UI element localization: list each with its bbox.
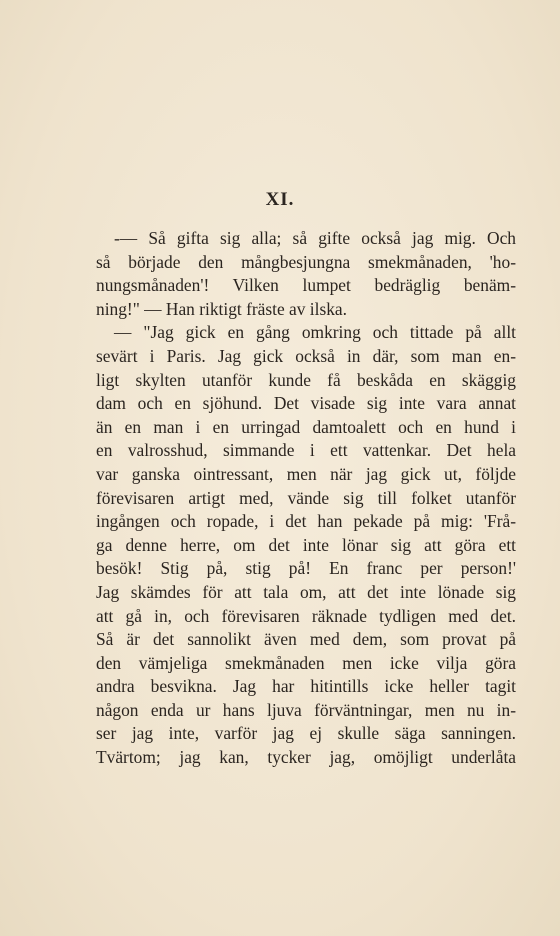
text-line: andra besvikna. Jag har hitintills icke heller tagit	[96, 676, 516, 697]
text-line: den vämjeliga smekmånaden men icke vilja göra	[96, 652, 516, 673]
text-line: -— Så gifta sig alla; så gifte också jag mig. Och	[114, 228, 516, 248]
text-line: dam och en sjöhund. Det visade sig inte vara annat	[96, 393, 516, 414]
text-line: ligt skylten utanför kunde få beskåda en skäggig	[96, 369, 516, 390]
text-line: än en man i en urringad damtoalett och en hund i	[96, 416, 516, 437]
chapter-heading: XI.	[265, 189, 295, 210]
text-line: ning!" — Han riktigt fräste av ilska.	[96, 298, 347, 319]
text-line: besök! Stig på, stig på! En franc per person!'	[96, 558, 516, 579]
text-line: så började den mångbesjungna smekmånaden, 'ho-	[96, 251, 516, 272]
text-line: Så är det sannolikt även med dem, som provat på	[96, 629, 516, 650]
text-line: att gå in, och förevisaren räknade tydligen med det.	[96, 605, 516, 626]
text-line: sevärt i Paris. Jag gick också in där, som man en-	[96, 345, 516, 366]
text-line: ga denne herre, om det inte lönar sig att göra ett	[96, 534, 516, 555]
text-line: var ganska ointressant, men när jag gick ut, följde	[96, 463, 516, 484]
text-line: nungsmånaden'! Vilken lumpet bedräglig benäm-	[96, 275, 516, 296]
text-line: ser jag inte, varför jag ej skulle säga sanningen.	[96, 723, 516, 744]
text-line: en valrosshud, simmande i ett vattenkar. Det hela	[96, 440, 516, 461]
text-line: — "Jag gick en gång omkring och tittade på allt	[114, 322, 516, 343]
text-line: Tvärtom; jag kan, tycker jag, omöjligt underlåta	[96, 747, 516, 768]
text-line: Jag skämdes för att tala om, att det inte lönade sig	[96, 581, 516, 602]
text-line: ingången och ropade, i det han pekade på mig: 'Frå-	[96, 511, 516, 532]
text-line: förevisaren artigt med, vände sig till folket utanför	[96, 487, 516, 508]
text-line: någon enda ur hans ljuva förväntningar, men nu in-	[96, 699, 516, 720]
body-text	[96, 227, 516, 770]
